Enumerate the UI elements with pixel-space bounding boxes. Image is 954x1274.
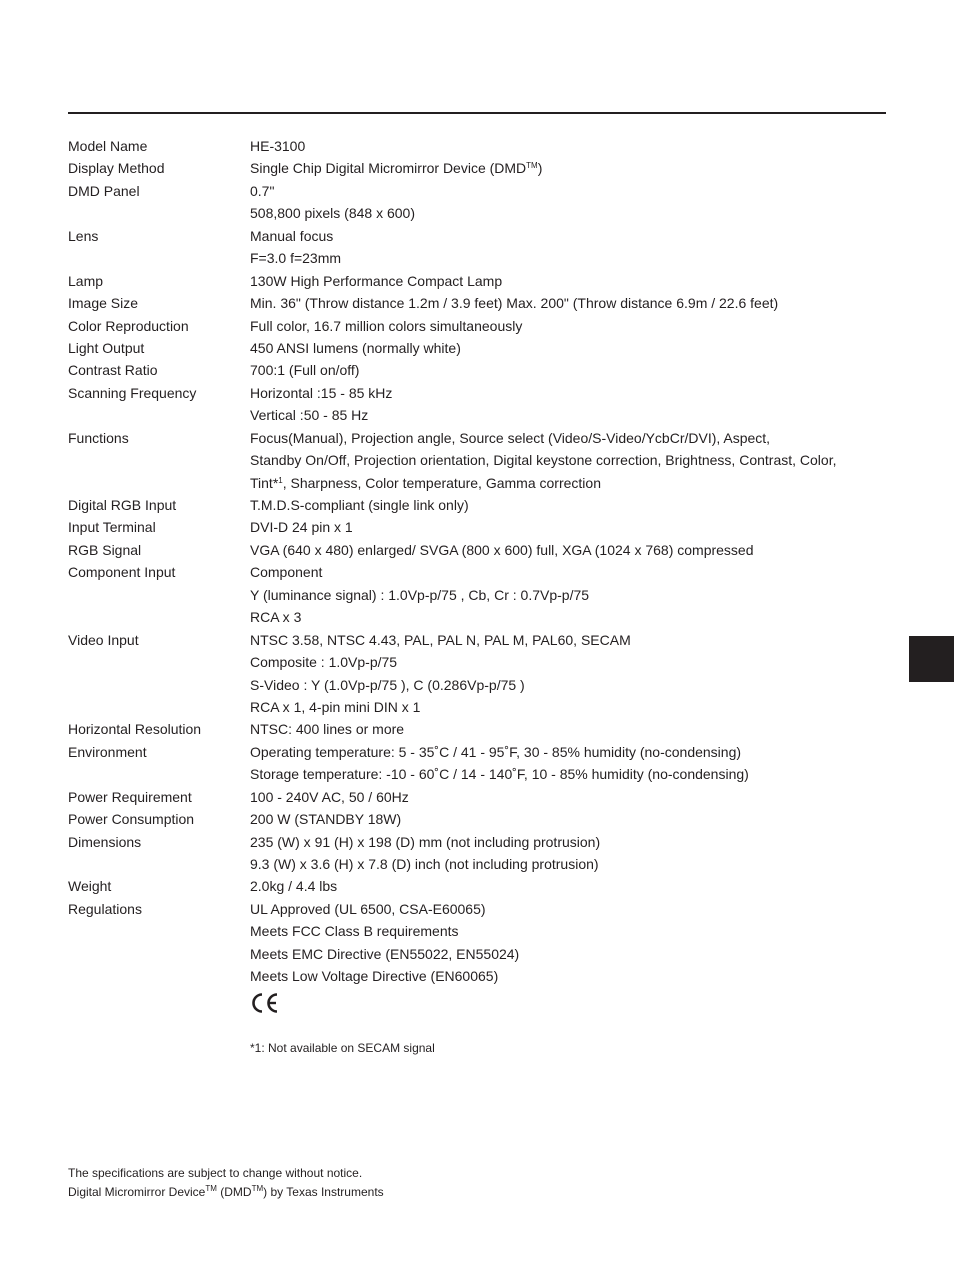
- spec-row: [68, 427, 898, 449]
- spec-value: 0.7": [250, 182, 275, 199]
- spec-row: [68, 898, 898, 920]
- spec-label: Weight: [68, 878, 112, 895]
- spec-row: [68, 337, 898, 359]
- spec-row: [68, 382, 898, 404]
- spec-value: 130W High Performance Compact Lamp: [250, 272, 503, 289]
- spec-label: Contrast Ratio: [68, 362, 158, 379]
- spec-value: T.M.D.S-compliant (single link only): [250, 497, 469, 513]
- spec-value: Min. 36" (Throw distance 1.2m / 3.9 feet) Max. 200" (Throw distance 6.9m / 22.6 feet): [250, 295, 779, 312]
- trademark-note: Digital Micromirror Device™ (DMD™) by Texas Instruments: [68, 1184, 384, 1199]
- spec-label: Scanning Frequency: [68, 384, 197, 401]
- spec-row: [68, 629, 898, 651]
- spec-value: Single Chip Digital Micromirror Device (DMD™): [250, 160, 543, 177]
- spec-value: Vertical :50 - 85 Hz: [250, 407, 369, 424]
- spec-value: Composite : 1.0Vp-p/75: [250, 654, 398, 671]
- spec-value: S-Video : Y (1.0Vp-p/75 ), C (0.286Vp-p/75 ): [250, 676, 525, 693]
- spec-row: [68, 135, 898, 157]
- spec-label: Horizontal Resolution: [68, 721, 202, 738]
- spec-row: [68, 696, 898, 718]
- spec-label: Color Reproduction: [68, 317, 189, 334]
- ce-mark-icon: [250, 990, 280, 1016]
- spec-row: [68, 808, 898, 830]
- spec-row: [68, 292, 898, 314]
- spec-row: [68, 674, 898, 696]
- footnote: *1: Not available on SECAM signal: [250, 1041, 435, 1055]
- spec-row: [68, 831, 898, 853]
- spec-value: 9.3 (W) x 3.6 (H) x 7.8 (D) inch (not including protrusion): [250, 856, 599, 872]
- spec-value: Y (luminance signal) : 1.0Vp-p/75 , Cb, Cr : 0.7Vp-p/75: [250, 586, 590, 603]
- spec-row: [68, 853, 898, 875]
- spec-value: Meets Low Voltage Directive (EN60065): [250, 968, 499, 985]
- spec-label: Video Input: [68, 631, 139, 648]
- spec-value: 200 W (STANDBY 18W): [250, 811, 402, 828]
- spec-row: [68, 180, 898, 202]
- spec-value: Full color, 16.7 million colors simultaneously: [250, 317, 523, 334]
- change-notice: The specifications are subject to change without notice.: [68, 1166, 363, 1180]
- spec-row: [68, 763, 898, 785]
- spec-value: NTSC 3.58, NTSC 4.43, PAL, PAL N, PAL M, PAL60, SECAM: [250, 631, 631, 648]
- spec-value: RCA x 1, 4-pin mini DIN x 1: [250, 698, 421, 715]
- spec-value: 508,800 pixels (848 x 600): [250, 205, 415, 222]
- section-tab-marker: [909, 636, 954, 682]
- spec-value: 700:1 (Full on/off): [250, 362, 360, 379]
- spec-row: [68, 718, 898, 740]
- spec-row: [68, 516, 898, 538]
- spec-value: 450 ANSI lumens (normally white): [250, 339, 461, 356]
- spec-label: Image Size: [68, 295, 139, 312]
- spec-label: Input Terminal: [68, 519, 156, 536]
- spec-row: [68, 920, 898, 942]
- spec-label: Power Consumption: [68, 811, 195, 828]
- spec-value: Standby On/Off, Projection orientation, Digital keystone correction, Brightness, Contrast, Color,: [250, 452, 837, 469]
- spec-value: Component: [250, 564, 323, 581]
- spec-label: Display Method: [68, 160, 165, 177]
- spec-value: Horizontal :15 - 85 kHz: [250, 384, 393, 401]
- spec-row: [68, 965, 898, 987]
- spec-row: [68, 449, 898, 471]
- spec-row: [68, 315, 898, 337]
- spec-value: DVI-D 24 pin x 1: [250, 519, 353, 536]
- spec-row: [68, 875, 898, 897]
- spec-label: Dimensions: [68, 833, 142, 850]
- spec-value: 235 (W) x 91 (H) x 198 (D) mm (not including protrusion): [250, 833, 601, 850]
- spec-label: Component Input: [68, 564, 176, 581]
- spec-row: [68, 786, 898, 808]
- spec-value: Operating temperature: 5 - 35˚C / 41 - 95˚F, 30 - 85% humidity (no-condensing): [250, 743, 742, 760]
- spec-row: [68, 157, 898, 179]
- spec-row: [68, 539, 898, 561]
- spec-row: [68, 247, 898, 269]
- spec-value: 100 - 240V AC, 50 / 60Hz: [250, 788, 409, 805]
- spec-value: Manual focus: [250, 227, 334, 244]
- spec-row: [68, 651, 898, 673]
- specifications-table: [68, 135, 898, 988]
- spec-label: Digital RGB Input: [68, 497, 177, 513]
- spec-value: HE-3100: [250, 138, 306, 154]
- spec-row: [68, 606, 898, 628]
- spec-label: Functions: [68, 429, 129, 446]
- spec-value: UL Approved (UL 6500, CSA-E60065): [250, 900, 486, 917]
- header-rule: [68, 112, 886, 114]
- spec-label: Regulations: [68, 900, 142, 917]
- spec-row: [68, 359, 898, 381]
- spec-label: Environment: [68, 743, 147, 760]
- spec-value: RCA x 3: [250, 609, 302, 626]
- spec-row: [68, 270, 898, 292]
- spec-row: [68, 472, 898, 494]
- spec-row: [68, 584, 898, 606]
- spec-label: Light Output: [68, 339, 145, 356]
- spec-value: Focus(Manual), Projection angle, Source select (Video/S-Video/YcbCr/DVI), Aspect,: [250, 429, 771, 446]
- spec-label: Power Requirement: [68, 788, 192, 805]
- spec-label: RGB Signal: [68, 541, 142, 558]
- spec-row: [68, 561, 898, 583]
- spec-value: Meets FCC Class B requirements: [250, 923, 459, 940]
- spec-label: DMD Panel: [68, 182, 140, 199]
- spec-label: Lamp: [68, 272, 104, 289]
- spec-value: NTSC: 400 lines or more: [250, 721, 405, 738]
- spec-row: [68, 225, 898, 247]
- spec-value: VGA (640 x 480) enlarged/ SVGA (800 x 600) full, XGA (1024 x 768) compressed: [250, 541, 754, 558]
- spec-label: Lens: [68, 227, 99, 244]
- spec-row: [68, 494, 898, 516]
- spec-row: [68, 943, 898, 965]
- spec-value: F=3.0 f=23mm: [250, 250, 342, 267]
- spec-row: [68, 404, 898, 426]
- spec-row: [68, 202, 898, 224]
- spec-label: Model Name: [68, 138, 148, 154]
- spec-value: Storage temperature: -10 - 60˚C / 14 - 140˚F, 10 - 85% humidity (no-condensing): [250, 766, 749, 783]
- spec-row: [68, 741, 898, 763]
- spec-value: 2.0kg / 4.4 lbs: [250, 878, 338, 895]
- spec-value: Tint*$^1$, Sharpness, Color temperature, Gamma correction: [250, 474, 601, 491]
- spec-value: Meets EMC Directive (EN55022, EN55024): [250, 945, 520, 962]
